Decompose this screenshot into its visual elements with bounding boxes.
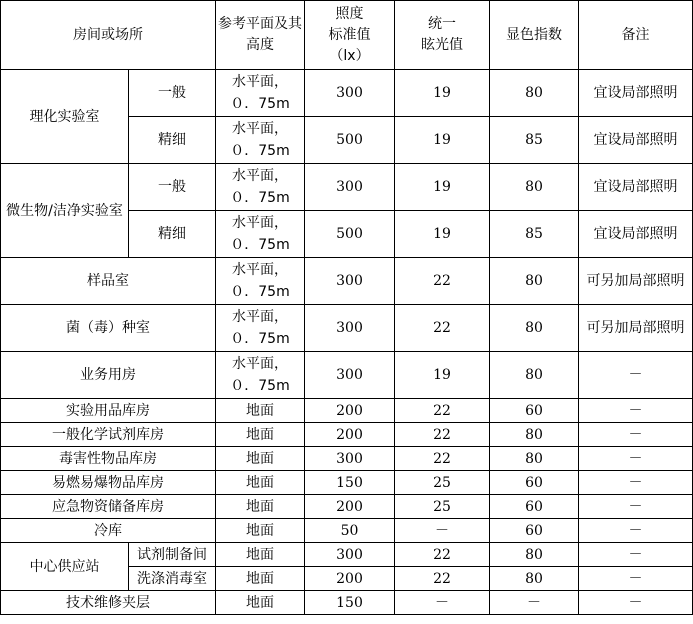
room-name: 毒害性物品库房 (1, 447, 216, 471)
ugr-value: 22 (395, 567, 490, 591)
reference-plane: 地面 (216, 495, 305, 519)
header-ugr (395, 1, 490, 70)
note-value: － (579, 591, 693, 615)
ra-value: 80 (490, 423, 579, 447)
header-row (1, 1, 693, 70)
illuminance-value: 150 (305, 471, 395, 495)
table-row (1, 519, 693, 543)
note-value: － (579, 352, 693, 399)
room-name: 实验用品库房 (1, 399, 216, 423)
reference-plane: 地面 (216, 399, 305, 423)
header-reference-plane: 参考平面及其高度 (216, 1, 305, 70)
room-name: 样品室 (1, 258, 216, 305)
illuminance-value: 300 (305, 543, 395, 567)
reference-plane: 地面 (216, 591, 305, 615)
ra-value: 80 (490, 305, 579, 352)
ugr-value: 22 (395, 399, 490, 423)
table-row (1, 423, 693, 447)
header-illuminance-line1: 照度 (335, 5, 364, 22)
ra-value: 80 (490, 447, 579, 471)
table-row (1, 543, 693, 567)
ugr-value: 19 (395, 164, 490, 211)
reference-plane: 地面 (216, 423, 305, 447)
group-central-supply: 中心供应站 (1, 543, 129, 591)
ra-value: 80 (490, 567, 579, 591)
room-name: 业务用房 (1, 352, 216, 399)
ugr-value: 25 (395, 471, 490, 495)
plane-line2: ０．75m (230, 143, 290, 159)
group-physchem-lab: 理化实验室 (1, 70, 129, 164)
plane-line2: ０．75m (230, 284, 290, 300)
ugr-value: 19 (395, 352, 490, 399)
ra-value: 80 (490, 164, 579, 211)
ugr-value: 19 (395, 70, 490, 117)
note-value: － (579, 495, 693, 519)
header-note: 备注 (579, 1, 693, 70)
note-value: 宜设局部照明 (579, 211, 693, 258)
plane-line1: 水平面， (232, 168, 288, 184)
room-name: 菌（毒）种室 (1, 305, 216, 352)
sub-room: 试剂制备间 (129, 543, 216, 567)
ra-value: 80 (490, 352, 579, 399)
reference-plane: 地面 (216, 543, 305, 567)
illuminance-value: 500 (305, 117, 395, 164)
ugr-value: － (395, 591, 490, 615)
reference-plane (216, 70, 305, 117)
reference-plane (216, 117, 305, 164)
note-value: 可另加局部照明 (579, 258, 693, 305)
plane-line1: 水平面， (232, 356, 288, 372)
illuminance-value: 150 (305, 591, 395, 615)
note-value: － (579, 519, 693, 543)
sub-room: 一般 (129, 70, 216, 117)
plane-line1: 水平面， (232, 262, 288, 278)
note-value: 宜设局部照明 (579, 117, 693, 164)
table-row (1, 352, 693, 399)
table-row (1, 591, 693, 615)
room-name: 一般化学试剂库房 (1, 423, 216, 447)
plane-line2: ０．75m (230, 237, 290, 253)
room-name: 易燃易爆物品库房 (1, 471, 216, 495)
ra-value: 80 (490, 258, 579, 305)
ugr-value: 19 (395, 211, 490, 258)
sub-room: 一般 (129, 164, 216, 211)
note-value: － (579, 423, 693, 447)
room-name: 冷库 (1, 519, 216, 543)
ra-value: 85 (490, 211, 579, 258)
illuminance-value: 300 (305, 305, 395, 352)
ra-value: 85 (490, 117, 579, 164)
ra-value: － (490, 591, 579, 615)
plane-line2: ０．75m (230, 190, 290, 206)
plane-line1: 水平面， (232, 121, 288, 137)
illuminance-value: 300 (305, 352, 395, 399)
illuminance-value: 300 (305, 447, 395, 471)
note-value: － (579, 543, 693, 567)
ra-value: 80 (490, 543, 579, 567)
reference-plane: 地面 (216, 471, 305, 495)
illuminance-value: 500 (305, 211, 395, 258)
ugr-value: 22 (395, 423, 490, 447)
reference-plane: 地面 (216, 567, 305, 591)
table-row (1, 495, 693, 519)
note-value: 宜设局部照明 (579, 164, 693, 211)
table-row (1, 399, 693, 423)
illuminance-value: 300 (305, 258, 395, 305)
table-row (1, 258, 693, 305)
note-value: － (579, 447, 693, 471)
room-name: 应急物资储备库房 (1, 495, 216, 519)
header-illuminance (305, 1, 395, 70)
plane-line1: 水平面， (232, 215, 288, 231)
plane-line1: 水平面， (232, 309, 288, 325)
note-value: － (579, 399, 693, 423)
sub-room: 精细 (129, 117, 216, 164)
illuminance-value: 300 (305, 70, 395, 117)
header-illuminance-line3: （lx） (329, 47, 370, 64)
ugr-value: 22 (395, 258, 490, 305)
header-illuminance-line2: 标准值 (328, 26, 371, 43)
plane-line2: ０．75m (230, 96, 290, 112)
reference-plane: 地面 (216, 519, 305, 543)
reference-plane (216, 352, 305, 399)
ugr-value: 22 (395, 305, 490, 352)
sub-room: 洗涤消毒室 (129, 567, 216, 591)
table-row (1, 471, 693, 495)
illuminance-value: 200 (305, 423, 395, 447)
table-row (1, 164, 693, 211)
header-color-rendering: 显色指数 (490, 1, 579, 70)
ra-value: 60 (490, 399, 579, 423)
illuminance-value: 200 (305, 399, 395, 423)
header-room: 房间或场所 (1, 1, 216, 70)
ugr-value: 19 (395, 117, 490, 164)
ra-value: 60 (490, 471, 579, 495)
ugr-value: 22 (395, 543, 490, 567)
table-row (1, 70, 693, 117)
ra-value: 80 (490, 70, 579, 117)
illuminance-value: 200 (305, 495, 395, 519)
sub-room: 精细 (129, 211, 216, 258)
ugr-value: 25 (395, 495, 490, 519)
table-row (1, 305, 693, 352)
reference-plane: 地面 (216, 447, 305, 471)
note-value: 宜设局部照明 (579, 70, 693, 117)
ra-value: 60 (490, 495, 579, 519)
reference-plane (216, 258, 305, 305)
ra-value: 60 (490, 519, 579, 543)
reference-plane (216, 164, 305, 211)
reference-plane (216, 305, 305, 352)
note-value: － (579, 567, 693, 591)
header-ugr-line2: 眩光值 (421, 37, 463, 53)
header-ugr-line1: 统一 (428, 16, 456, 32)
plane-line2: ０．75m (230, 378, 290, 394)
illuminance-value: 50 (305, 519, 395, 543)
note-value: 可另加局部照明 (579, 305, 693, 352)
note-value: － (579, 471, 693, 495)
ugr-value: 22 (395, 447, 490, 471)
ugr-value: － (395, 519, 490, 543)
reference-plane (216, 211, 305, 258)
illuminance-value: 300 (305, 164, 395, 211)
table-row (1, 447, 693, 471)
room-name: 技术维修夹层 (1, 591, 216, 615)
plane-line2: ０．75m (230, 331, 290, 347)
group-micro-clean-lab: 微生物/洁净实验室 (1, 164, 129, 258)
plane-line1: 水平面， (232, 74, 288, 90)
illuminance-value: 200 (305, 567, 395, 591)
